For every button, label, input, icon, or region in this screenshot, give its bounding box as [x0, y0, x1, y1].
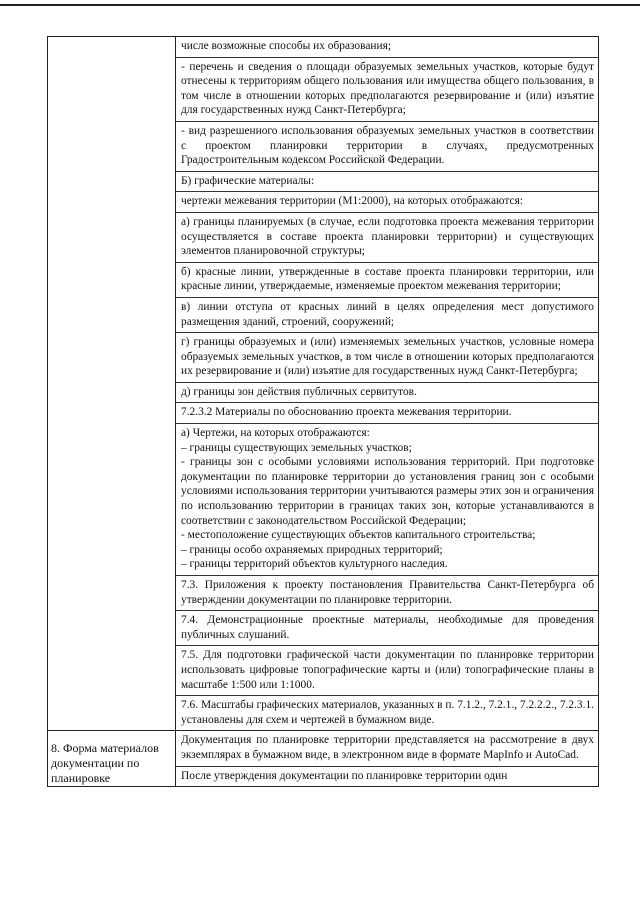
paragraph: Документация по планировке территории представляется на рассмотрение в двух экземплярах в бумажном виде, в электронном виде в формате MapInfo и AutoCad.: [181, 734, 594, 761]
content-block: [176, 576, 598, 611]
paragraph: а) Чертежи, на которых отображаются:: [181, 427, 370, 440]
table-row-section-8: [48, 731, 599, 787]
content-block: [176, 383, 598, 404]
content-block: [176, 646, 598, 696]
content-block: [176, 172, 598, 193]
paragraph: д) границы зон действия публичных сервитутов.: [181, 385, 417, 398]
content-block: [176, 696, 598, 730]
content-block: [176, 263, 598, 298]
requirements-table: [47, 36, 599, 787]
content-block: [176, 213, 598, 263]
content-block: [176, 424, 598, 576]
header-rule: [0, 4, 640, 6]
paragraph: 7.6. Масштабы графических материалов, указанных в п. 7.1.2., 7.2.1., 7.2.2.2., 7.2.3.1. установлены для схем и чертежей в бумажном виде.: [181, 699, 594, 726]
content-block: [176, 767, 598, 787]
paragraph: г) границы образуемых и (или) изменяемых земельных участков, условные номера образуемых земельных участков, в том числе в отношении которых предполагаются их резервирование и (или) изъятие для государственных нужд Санкт-Петербурга;: [181, 336, 594, 378]
content-block: [176, 731, 598, 766]
content-block: [176, 58, 598, 122]
paragraph: – границы территорий объектов культурного наследия.: [181, 558, 448, 571]
paragraph: а) границы планируемых (в случае, если подготовка проекта межевания территории осуществляется в составе проекта планировки территории) и существующих элементов планировочной структуры;: [181, 215, 594, 258]
section-8-content-cell: [176, 731, 599, 787]
paragraph: 7.5. Для подготовки графической части документации по планировке территории использовать цифровые топографические карты и (или) топографические планы в масштабе 1:500 или 1:1000.: [181, 649, 594, 691]
paragraph: - вид разрешенного использования образуемых земельных участков в соответствии с проектом планировки территории в случаях, предусмотренных Градостроительным кодексом Российской Федерации.: [181, 124, 594, 167]
paragraph: б) красные линии, утвержденные в составе проекта планировки территории, или красные линии, утверждаемые, изменяемые проектом межевания территории;: [181, 265, 594, 293]
paragraph: числе возможные способы их образования;: [181, 40, 392, 52]
paragraph: 7.2.3.2 Материалы по обоснованию проекта межевания территории.: [181, 406, 512, 419]
paragraph: чертежи межевания территории (М1:2000), на которых отображаются:: [181, 195, 523, 208]
paragraph: - границы зон с особыми условиями использования территорий. При подготовке документации по планировке территории до установления границ зон с особыми условиями использования территории учитываются размеры этих зон и ограничения по использованию территории в границах таких зон, которые устанавливаются в соответствии с законодательством Российской Федерации;: [181, 456, 594, 527]
paragraph: После утверждения документации по планировке территории один: [181, 769, 508, 782]
paragraph: Б) графические материалы:: [181, 174, 315, 187]
paragraph: – границы особо охраняемых природных территорий;: [181, 543, 443, 556]
section-7-blocks: [176, 37, 598, 730]
content-block: [176, 333, 598, 383]
section-8-label: 8. Форма материалов документации по планировке: [51, 741, 159, 786]
table-row-section-7: [48, 37, 599, 731]
paragraph: – границы существующих земельных участков;: [181, 441, 412, 454]
content-block: [176, 403, 598, 424]
section-7-content-cell: [176, 37, 599, 731]
content-block: [176, 192, 598, 213]
content-block: [176, 298, 598, 333]
paragraph: - перечень и сведения о площади образуемых земельных участков, которые будут отнесены к территориям общего пользования или имущества общего пользования, в том числе в отношении которых предполагаются резервирование и (или) изъятие для государственных нужд Санкт-Петербурга;: [181, 60, 594, 117]
section-8-blocks: [176, 731, 598, 786]
content-block: [176, 122, 598, 172]
paragraph: в) линии отступа от красных линий в целях определения мест допустимого размещения зданий, строений, сооружений;: [181, 300, 594, 328]
section-7-label-cell: [48, 37, 176, 731]
paragraph: 7.3. Приложения к проекту постановления Правительства Санкт-Петербурга об утверждении документации по планировке территории.: [181, 579, 594, 606]
paragraph: - местоположение существующих объектов капитального строительства;: [181, 529, 536, 542]
paragraph: 7.4. Демонстрационные проектные материалы, необходимые для проведения публичных слушаний.: [181, 614, 594, 641]
section-8-label-cell: [48, 731, 176, 787]
content-block: [176, 611, 598, 646]
content-block: [176, 37, 598, 58]
